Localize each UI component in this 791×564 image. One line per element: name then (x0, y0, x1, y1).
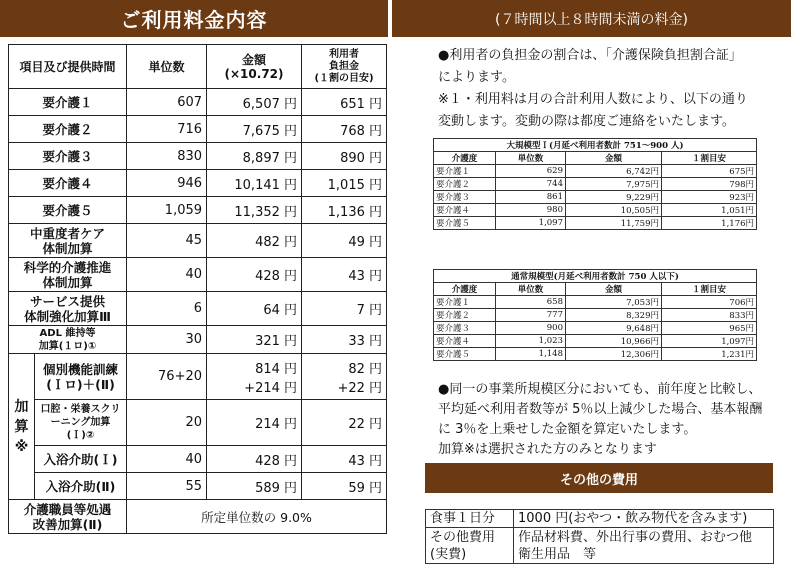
row-label: 要介護５ (9, 197, 127, 224)
cell-level: 要介護４ (434, 335, 496, 348)
header-user-share (302, 45, 387, 89)
row-user-share: 768 円 (302, 116, 387, 143)
row-user-share: 33 円 (302, 326, 387, 354)
cell-units: 744 (496, 178, 566, 191)
other-costs-band (425, 463, 773, 493)
cell-share: 1,051円 (662, 204, 757, 217)
fee-table-header (9, 45, 387, 89)
table-row (434, 348, 757, 361)
row-amount: 482 円 (207, 224, 302, 258)
row-label-l1: 口腔・栄養スクリ (40, 404, 121, 415)
row-user-share: 7 円 (302, 292, 387, 326)
cell-amount: 9,229円 (566, 191, 662, 204)
note-line: ●同一の事業所規模区分においても、前年度と比較し、 (438, 382, 762, 397)
table-row (9, 143, 387, 170)
row-label: 要介護４ (9, 170, 127, 197)
kasan-label-l1: 加 (14, 398, 29, 415)
cell-share: 1,231円 (662, 348, 757, 361)
row-user-share: 22 円 (302, 400, 387, 446)
row-units: 40 (127, 258, 207, 292)
row-label-l1: ADL 維持等 (39, 327, 96, 339)
row-label (9, 292, 127, 326)
cell-amount: 11,759円 (566, 217, 662, 230)
row-units: 20 (127, 400, 207, 446)
table-row (426, 510, 774, 528)
cell-share: 1,176円 (662, 217, 757, 230)
cell-units: 658 (496, 296, 566, 309)
cell-amount: 9,648円 (566, 322, 662, 335)
header-amount (207, 45, 302, 89)
cell-amount: 12,306円 (566, 348, 662, 361)
cost-value (514, 528, 774, 564)
col-header: １割目安 (662, 283, 757, 296)
row-label: 要介護３ (9, 143, 127, 170)
row-user-share: 43 円 (302, 258, 387, 292)
table-row (9, 89, 387, 116)
col-header: 介護度 (434, 283, 496, 296)
row-label-l1: 科学的介護推進 (23, 259, 112, 275)
row-user-share: 43 円 (302, 446, 387, 473)
row-units: 830 (127, 143, 207, 170)
row-units: 76+20 (127, 354, 207, 400)
row-units: 40 (127, 446, 207, 473)
row-amount: 8,897 円 (207, 143, 302, 170)
header-user-l3: (１割の目安) (314, 72, 374, 84)
row-amount: 428 円 (207, 446, 302, 473)
row-amount: 321 円 (207, 326, 302, 354)
kasan-label (9, 354, 35, 500)
row-label: 要介護１ (9, 89, 127, 116)
right-title-band (392, 0, 791, 37)
cell-units: 1,023 (496, 335, 566, 348)
row-label (9, 224, 127, 258)
kasan-label-l2: 算 (14, 418, 29, 435)
row-units: 30 (127, 326, 207, 354)
cost-label: 食事１日分 (426, 510, 514, 528)
row-label: 入浴介助(Ⅱ) (35, 473, 127, 500)
normal-scale-table (433, 269, 757, 361)
cell-units: 980 (496, 204, 566, 217)
table-caption-row (434, 139, 757, 152)
table-row (9, 446, 387, 473)
cell-units: 1,148 (496, 348, 566, 361)
header-amount-l1: 金額 (242, 52, 267, 67)
cell-amount: 7,053円 (566, 296, 662, 309)
table-row (9, 258, 387, 292)
left-title-band (0, 0, 388, 37)
col-header: 単位数 (496, 283, 566, 296)
row-amount (207, 354, 302, 400)
row-amount-l2: +214 円 (244, 380, 298, 396)
row-label: 入浴介助(Ｉ) (35, 446, 127, 473)
cell-share: 923円 (662, 191, 757, 204)
cell-units: 1,097 (496, 217, 566, 230)
cell-level: 要介護２ (434, 309, 496, 322)
col-header: 金額 (566, 283, 662, 296)
row-amount: 10,141 円 (207, 170, 302, 197)
row-label (9, 326, 127, 354)
table-header-row (434, 152, 757, 165)
row-user-share: 890 円 (302, 143, 387, 170)
table-row (426, 528, 774, 564)
row-amount-l1: 814 円 (255, 361, 298, 377)
table-row (9, 170, 387, 197)
row-amount: 64 円 (207, 292, 302, 326)
cell-share: 798円 (662, 178, 757, 191)
row-amount: 6,507 円 (207, 89, 302, 116)
kasan-label-l3: ※ (14, 438, 29, 455)
table-row (9, 292, 387, 326)
row-amount: 428 円 (207, 258, 302, 292)
table-row (9, 116, 387, 143)
row-label-l2: 体制加算 (42, 274, 93, 290)
cell-units: 629 (496, 165, 566, 178)
row-units: 55 (127, 473, 207, 500)
cell-level: 要介護２ (434, 178, 496, 191)
fee-table (8, 44, 387, 534)
table-header-row (434, 283, 757, 296)
row-user-share: 651 円 (302, 89, 387, 116)
row-amount: 589 円 (207, 473, 302, 500)
row-user-l2: +22 円 (337, 380, 383, 396)
table-row (434, 165, 757, 178)
header-user-l2: 負担金 (329, 60, 360, 72)
row-units: 6 (127, 292, 207, 326)
cost-label-l2: (実費) (430, 546, 467, 562)
cell-share: 706円 (662, 296, 757, 309)
row-user-share (302, 354, 387, 400)
cost-label-l1: その他費用 (430, 529, 496, 545)
row-amount: 11,352 円 (207, 197, 302, 224)
row-label-l2: (Ｉロ)＋(Ⅱ) (46, 376, 115, 392)
cell-amount: 7,975円 (566, 178, 662, 191)
row-label (35, 354, 127, 400)
row-label-l2: 体制加算 (42, 240, 93, 256)
table-row (434, 335, 757, 348)
note-line: に 3％を上乗せした金額を算定いたします。 (438, 422, 697, 437)
cell-amount: 10,505円 (566, 204, 662, 217)
row-units: 1,059 (127, 197, 207, 224)
cell-units: 900 (496, 322, 566, 335)
col-header: 介護度 (434, 152, 496, 165)
row-label-l2: ーニング加算 (50, 417, 111, 428)
cost-value: 1000 円(おやつ・飲み物代を含みます) (514, 510, 774, 528)
row-label (9, 258, 127, 292)
table-row (434, 322, 757, 335)
cost-label (426, 528, 514, 564)
table-caption-row (434, 270, 757, 283)
cell-level: 要介護３ (434, 322, 496, 335)
col-header: 金額 (566, 152, 662, 165)
treatment-note: 所定単位数の 9.0% (127, 500, 387, 534)
info-line: ●利用者の負担金の割合は、「介護保険負担割合証」 (438, 48, 742, 63)
time-range-subtitle: (７時間以上８時間未満の料金) (495, 11, 688, 28)
row-amount: 214 円 (207, 400, 302, 446)
row-user-share: 59 円 (302, 473, 387, 500)
reduction-note-text (438, 380, 788, 460)
table-row (434, 309, 757, 322)
cell-level: 要介護５ (434, 217, 496, 230)
cell-share: 675円 (662, 165, 757, 178)
table-row (434, 204, 757, 217)
table-row (434, 296, 757, 309)
page-title: ご利用料金内容 (120, 8, 268, 32)
cell-share: 965円 (662, 322, 757, 335)
row-label-l1: サービス提供 (30, 293, 106, 309)
row-label-l1: 中重度者ケア (30, 225, 106, 241)
header-item: 項目及び提供時間 (9, 45, 127, 89)
header-amount-l2: (×10.72) (224, 66, 284, 81)
row-amount: 7,675 円 (207, 116, 302, 143)
cost-value-l1: 作品材料費、外出行事の費用、おむつ他 (518, 529, 753, 545)
row-user-share: 1,136 円 (302, 197, 387, 224)
cell-amount: 6,742円 (566, 165, 662, 178)
cell-share: 833円 (662, 309, 757, 322)
table-caption: 大規模型Ｉ(月延べ利用者数計 751～900 人) (434, 139, 757, 152)
table-row (434, 191, 757, 204)
row-label-l1: 介護職員等処遇 (23, 501, 112, 517)
row-units: 45 (127, 224, 207, 258)
cell-units: 861 (496, 191, 566, 204)
table-row (9, 354, 387, 400)
table-row (9, 400, 387, 446)
note-line: 加算※は選択された方のみとなります (438, 442, 657, 457)
col-header: 単位数 (496, 152, 566, 165)
row-user-share: 1,015 円 (302, 170, 387, 197)
info-line: 変動します。変動の際は都度ご連絡をいたします。 (438, 114, 735, 129)
row-label-l3: (Ｉ)② (66, 430, 95, 441)
row-label-l2: 体制強化加算Ⅲ (24, 308, 111, 324)
table-row (434, 178, 757, 191)
info-line: によります。 (438, 70, 515, 85)
row-label (9, 500, 127, 534)
cell-units: 777 (496, 309, 566, 322)
table-row (9, 473, 387, 500)
cell-level: 要介護４ (434, 204, 496, 217)
header-user-l1: 利用者 (329, 48, 360, 60)
other-costs-title: その他の費用 (559, 472, 638, 488)
cell-level: 要介護３ (434, 191, 496, 204)
row-label: 要介護２ (9, 116, 127, 143)
cost-value-l2: 衛生用品 等 (518, 546, 597, 562)
row-user-l1: 82 円 (348, 361, 383, 377)
row-label-l2: 改善加算(Ⅱ) (32, 516, 103, 532)
col-header: １割目安 (662, 152, 757, 165)
table-row (9, 197, 387, 224)
other-costs-table (425, 509, 774, 564)
row-units: 607 (127, 89, 207, 116)
table-caption: 通常規模型(月延べ利用者数計 750 人以下) (434, 270, 757, 283)
row-label-l2: 加算(１ロ)① (38, 340, 97, 352)
row-user-share: 49 円 (302, 224, 387, 258)
cell-amount: 8,329円 (566, 309, 662, 322)
table-row (9, 224, 387, 258)
cell-amount: 10,966円 (566, 335, 662, 348)
table-row (434, 217, 757, 230)
info-line: ※１・利用料は月の合計利用人数により、以下の通り (438, 92, 748, 107)
header-units: 単位数 (127, 45, 207, 89)
row-label (35, 400, 127, 446)
row-label-l1: 個別機能訓練 (43, 361, 119, 377)
table-row (9, 326, 387, 354)
note-line: 平均延べ利用者数等が 5％以上減少した場合、基本報酬 (438, 402, 763, 417)
large-scale-table (433, 138, 757, 230)
cell-level: 要介護５ (434, 348, 496, 361)
table-row (9, 500, 387, 534)
row-units: 946 (127, 170, 207, 197)
row-units: 716 (127, 116, 207, 143)
cell-level: 要介護１ (434, 165, 496, 178)
cell-level: 要介護１ (434, 296, 496, 309)
cell-share: 1,097円 (662, 335, 757, 348)
burden-info-text (438, 45, 783, 133)
